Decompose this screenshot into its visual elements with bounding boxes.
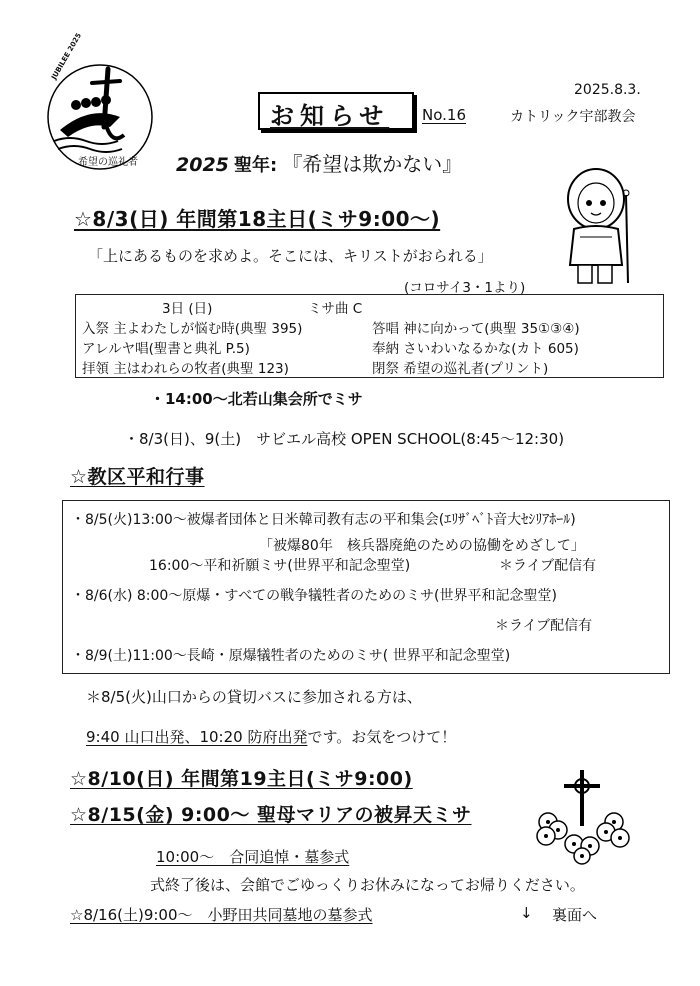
hymns-label: ミサ曲 C	[308, 301, 363, 317]
hymn-row-1-right: 答唱 神に向かって(典聖 35①③④)	[372, 321, 580, 337]
church-name: カトリック宇部教会	[510, 109, 636, 125]
peace-item-1-theme: 「被爆80年 核兵器廃絶のための協働をめざして」	[259, 538, 585, 554]
notice-kitawakayama: ・14:00～北若山集会所でミサ	[150, 390, 363, 408]
sunday-0810-heading: ☆8/10(日) 年間第19主日(ミサ9:00)	[70, 768, 413, 790]
theme-label: 聖年:	[233, 155, 278, 176]
logo-motto: 希望の巡礼者	[78, 157, 138, 168]
assumption-after-note: 式終了後は、会館でごゆっくりお休みになってお帰りください。	[150, 876, 585, 894]
sunday-0803-verse-source: (コロサイ3・1より)	[404, 280, 526, 296]
notice-title-box	[258, 92, 414, 130]
hymns-box	[75, 294, 664, 378]
theme-quote: 『希望は欺かない』	[282, 152, 463, 176]
down-arrow-icon: ↓	[520, 904, 533, 922]
bus-notice-line2	[86, 726, 456, 747]
turn-over-label: 裏面へ	[552, 906, 598, 924]
child-illustration	[560, 165, 640, 290]
child-pilgrim-icon	[560, 165, 640, 290]
sunday-0803-heading: ☆8/3(日) 年間第18主日(ミサ9:00～)	[74, 207, 441, 231]
assumption-memorial: 10:00～ 合同追悼・墓参式	[156, 848, 350, 866]
peace-item-2-live: ＊ライブ配信有	[495, 618, 593, 634]
theme-year: 2025	[176, 154, 229, 176]
peace-events-heading: ☆教区平和行事	[70, 466, 205, 488]
logo-ring-text: JUBILEE 2025	[50, 31, 84, 81]
issue-date: 2025.8.3.	[574, 82, 641, 98]
jubilee-logo	[20, 31, 170, 175]
hymn-row-3-left: 拝領 主はわれらの牧者(典聖 123)	[82, 361, 289, 377]
bus-notice-closing: です。お気をつけて！	[307, 728, 457, 746]
peace-item-2: ・8/6(水) 8:00～原爆・すべての戦争犠牲者のためのミサ(世界平和記念聖堂)	[71, 588, 557, 604]
peace-item-1-live: ＊ライブ配信有	[499, 558, 597, 574]
peace-item-1: ・8/5(火)13:00～被爆者団体と日米韓司教有志の平和集会(ｴﾘｻﾞﾍﾞﾄ音大ｾｼﾘｱﾎｰﾙ)	[71, 512, 576, 528]
holy-year-theme	[176, 148, 462, 177]
peace-events-box	[62, 500, 670, 674]
peace-item-3: ・8/9(土)11:00～長崎・原爆犠牲者のためのミサ( 世界平和記念聖堂)	[71, 648, 511, 664]
notice-title: お知らせ	[270, 102, 390, 130]
sunday-0803-verse: 「上にあるものを求めよ。そこには、キリストがおられる」	[88, 247, 493, 265]
hymn-row-3-right: 閉祭 希望の巡礼者(プリント)	[372, 361, 549, 377]
notice-xavier-open-school: ・8/3(日)、9(土) サビエル高校 OPEN SCHOOL(8:45～12:30)	[124, 430, 565, 448]
hymn-row-1-left: 入祭 主よわたしが悩む時(典聖 395)	[82, 321, 303, 337]
bus-notice-line1: ＊8/5(火)山口からの貸切バスに参加される方は、	[86, 688, 422, 706]
issue-number: No.16	[422, 106, 466, 124]
bus-departure-times: 9:40 山口出発、10:20 防府出発	[86, 728, 308, 746]
hymn-row-2-right: 奉納 さいわいなるかな(カト 605)	[372, 341, 579, 357]
hymn-row-2-left: アレルヤ唱(聖書と典礼 P.5)	[82, 341, 250, 357]
grave-visit-notice: ☆8/16(土)9:00～ 小野田共同墓地の墓参式	[70, 906, 373, 924]
cross-flowers-illustration	[526, 766, 638, 866]
peace-item-1-mass: 16:00～平和祈願ミサ(世界平和記念聖堂)	[149, 558, 411, 574]
cross-flowers-icon	[526, 766, 638, 866]
assumption-heading: ☆8/15(金) 9:00～ 聖母マリアの被昇天ミサ	[70, 804, 472, 826]
hymns-date: 3日 (日)	[162, 301, 213, 317]
